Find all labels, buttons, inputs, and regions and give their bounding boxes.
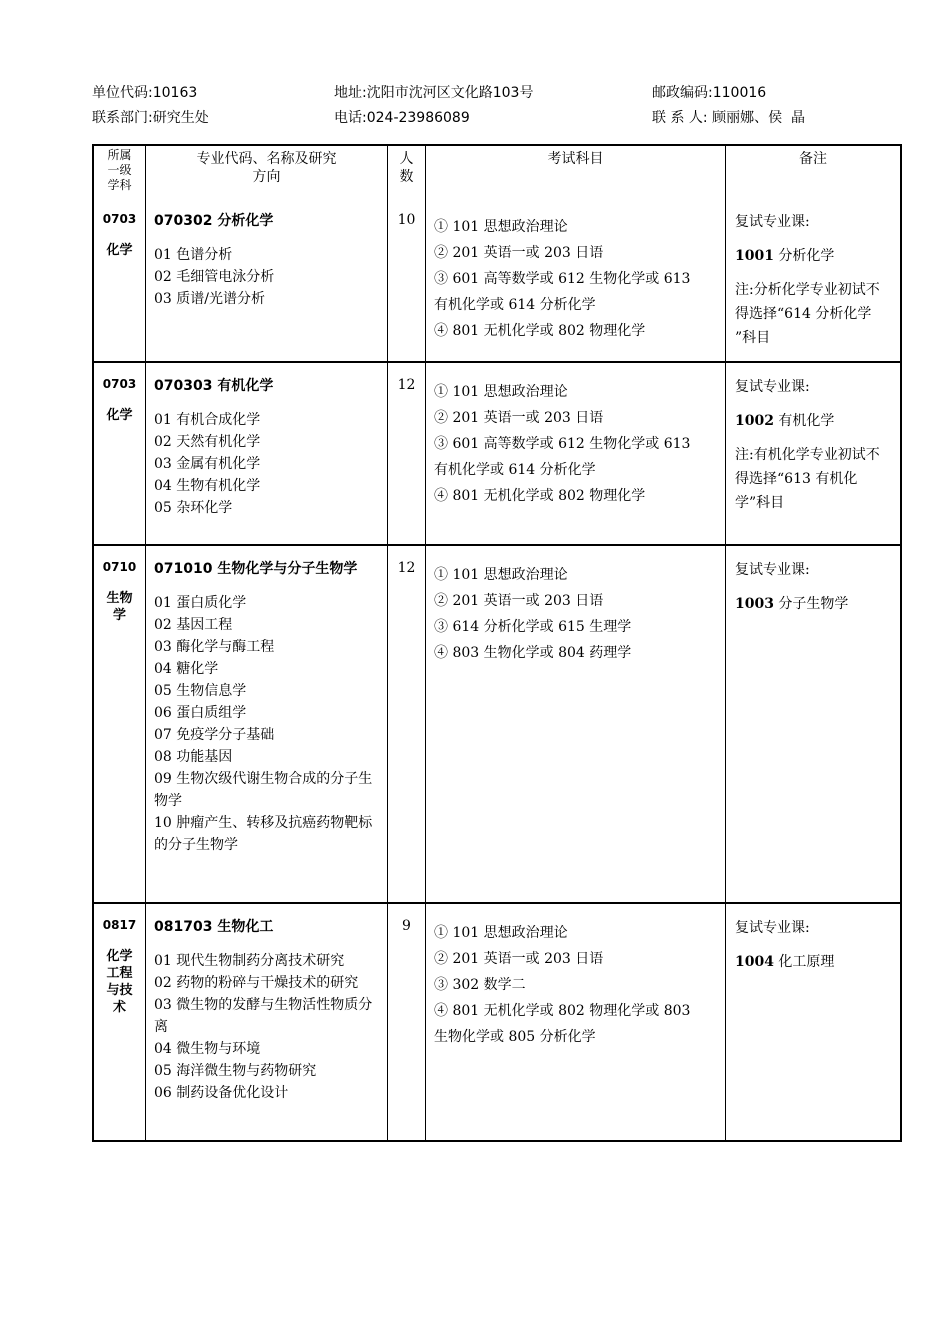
direction-item: 02 毛细管电泳分析	[154, 269, 275, 285]
admissions-table	[92, 144, 902, 1142]
direction-item: 03 质谱/光谱分析	[154, 291, 265, 307]
subject-item-continued: 生物化学或 805 分析化学	[434, 1029, 596, 1045]
table-row	[94, 904, 900, 1140]
major-cell	[146, 904, 388, 1140]
discipline-name-line: 化学	[106, 243, 133, 258]
address: 地址:沈阳市沈河区文化路103号	[334, 85, 534, 101]
discipline-cell	[94, 363, 146, 546]
direction-item: 03 金属有机化学	[154, 456, 261, 472]
subject-item: ② 201 英语一或 203 日语	[434, 245, 604, 261]
subject-item: ② 201 英语一或 203 日语	[434, 951, 604, 967]
discipline-name-line: 化学	[106, 408, 133, 423]
discipline-name	[94, 590, 145, 624]
major-title: 070303 有机化学	[154, 378, 274, 394]
discipline-code: 0817	[102, 918, 137, 932]
subject-item: ① 101 思想政治理论	[434, 219, 568, 235]
direction-item: 04 生物有机化学	[154, 478, 261, 494]
direction-item: 07 免疫学分子基础	[154, 727, 275, 743]
table-row	[94, 363, 900, 546]
subject-item: ③ 614 分析化学或 615 生理学	[434, 619, 632, 635]
table-row	[94, 546, 900, 904]
direction-item: 04 糖化学	[154, 661, 219, 677]
discipline-name-line: 与技	[106, 983, 133, 998]
notes-cell	[726, 363, 900, 546]
major-cell	[146, 198, 388, 363]
discipline-name-line: 化学	[106, 949, 133, 964]
major-title: 071010 生物化学与分子生物学	[154, 561, 358, 577]
table-header-row	[94, 146, 900, 198]
discipline-name	[94, 242, 145, 259]
subjects-cell	[426, 546, 726, 904]
header-subjects: 考试科目	[426, 146, 726, 198]
discipline-code: 0703	[102, 212, 137, 226]
retest-course-name: 分子生物学	[773, 596, 849, 612]
major-cell	[146, 546, 388, 904]
direction-item: 01 蛋白质化学	[154, 595, 247, 611]
direction-list	[154, 409, 381, 519]
subject-item: ② 201 英语一或 203 日语	[434, 410, 604, 426]
subject-item: ③ 601 高等数学或 612 生物化学或 613	[434, 271, 691, 287]
retest-course-code: 1002	[735, 413, 774, 429]
retest-label: 复试专业课:	[735, 920, 810, 936]
direction-item: 05 杂环化学	[154, 500, 233, 516]
discipline-name-line: 学	[112, 608, 126, 623]
contact-dept: 联系部门:研究生处	[92, 110, 209, 126]
subjects-cell	[426, 198, 726, 363]
retest-label: 复试专业课:	[735, 562, 810, 578]
direction-item: 04 微生物与环境	[154, 1041, 261, 1057]
notes-cell	[726, 198, 900, 363]
direction-item: 06 蛋白质组学	[154, 705, 247, 721]
major-title: 081703 生物化工	[154, 919, 274, 935]
retest-course-code: 1004	[735, 954, 774, 970]
retest-course-name: 分析化学	[773, 248, 835, 264]
notes-cell	[726, 904, 900, 1140]
direction-item: 01 色谱分析	[154, 247, 233, 263]
discipline-name	[94, 948, 145, 1016]
subject-item: ③ 302 数学二	[434, 977, 526, 993]
retest-course	[735, 592, 892, 616]
discipline-name	[94, 407, 145, 424]
direction-item: 05 海洋微生物与药物研究	[154, 1063, 317, 1079]
header-quota	[388, 146, 426, 198]
phone: 电话:024-23986089	[334, 110, 470, 126]
discipline-cell	[94, 198, 146, 363]
direction-item: 05 生物信息学	[154, 683, 247, 699]
direction-item: 08 功能基因	[154, 749, 233, 765]
contact-person: 联 系 人: 顾丽娜、侯 晶	[652, 110, 805, 126]
subjects-cell	[426, 363, 726, 546]
header-major-label: 专业代码、名称及研究方向	[196, 151, 337, 185]
direction-item: 01 有机合成化学	[154, 412, 261, 428]
direction-item: 01 现代生物制药分离技术研究	[154, 953, 345, 969]
subject-item-continued: 有机化学或 614 分析化学	[434, 297, 596, 313]
subject-item-continued: 有机化学或 614 分析化学	[434, 462, 596, 478]
direction-list	[154, 244, 381, 310]
retest-course	[735, 244, 892, 268]
retest-label: 复试专业课:	[735, 214, 810, 230]
direction-item: 02 药物的粉碎与干燥技术的研究	[154, 975, 359, 991]
subjects-cell	[426, 904, 726, 1140]
retest-course-name: 有机化学	[773, 413, 835, 429]
subject-item: ④ 801 无机化学或 802 物理化学或 803	[434, 1003, 691, 1019]
direction-item: 02 天然有机化学	[154, 434, 261, 450]
subject-item: ④ 803 生物化学或 804 药理学	[434, 645, 632, 661]
table-row	[94, 198, 900, 363]
direction-item: 10 肿瘤产生、转移及抗癌药物靶标的分子生物学	[154, 815, 373, 853]
retest-label: 复试专业课:	[735, 379, 810, 395]
major-cell	[146, 363, 388, 546]
quota-cell: 12	[388, 363, 426, 546]
retest-course-code: 1003	[735, 596, 774, 612]
note-text: 注:有机化学专业初试不得选择“613 有机化学”科目	[735, 447, 880, 511]
note-text: 注:分析化学专业初试不得选择“614 分析化学 ”科目	[735, 282, 880, 346]
discipline-name-line: 生物	[106, 591, 133, 606]
quota-cell: 12	[388, 546, 426, 904]
direction-list	[154, 592, 381, 856]
retest-course-code: 1001	[735, 248, 774, 264]
direction-item: 03 微生物的发酵与生物活性物质分离	[154, 997, 373, 1035]
header-notes: 备注	[799, 151, 827, 167]
header-discipline-label: 所属一级学科	[107, 148, 132, 192]
notes-cell	[726, 546, 900, 904]
quota-cell: 9	[388, 904, 426, 1140]
subject-item: ③ 601 高等数学或 612 生物化学或 613	[434, 436, 691, 452]
header-discipline	[94, 146, 146, 198]
discipline-name-line: 工程	[106, 966, 133, 981]
direction-item: 03 酶化学与酶工程	[154, 639, 275, 655]
subject-item: ④ 801 无机化学或 802 物理化学	[434, 323, 646, 339]
subject-item: ② 201 英语一或 203 日语	[434, 593, 604, 609]
subject-item: ① 101 思想政治理论	[434, 925, 568, 941]
postcode: 邮政编码:110016	[652, 85, 767, 101]
retest-course	[735, 950, 892, 974]
direction-list	[154, 950, 381, 1104]
discipline-cell	[94, 904, 146, 1140]
subject-item: ④ 801 无机化学或 802 物理化学	[434, 488, 646, 504]
subject-item: ① 101 思想政治理论	[434, 384, 568, 400]
subject-item: ① 101 思想政治理论	[434, 567, 568, 583]
direction-item: 09 生物次级代谢生物合成的分子生物学	[154, 771, 373, 809]
unit-code: 单位代码:10163	[92, 85, 198, 101]
header-major	[146, 146, 388, 198]
direction-item: 06 制药设备优化设计	[154, 1085, 289, 1101]
major-title: 070302 分析化学	[154, 213, 274, 229]
retest-course-name: 化工原理	[773, 954, 835, 970]
discipline-code: 0710	[102, 560, 137, 574]
discipline-cell	[94, 546, 146, 904]
quota-cell: 10	[388, 198, 426, 363]
discipline-code: 0703	[102, 377, 137, 391]
retest-course	[735, 409, 892, 433]
direction-item: 02 基因工程	[154, 617, 233, 633]
header-quota-label: 人数	[399, 151, 414, 185]
discipline-name-line: 术	[112, 1000, 126, 1015]
